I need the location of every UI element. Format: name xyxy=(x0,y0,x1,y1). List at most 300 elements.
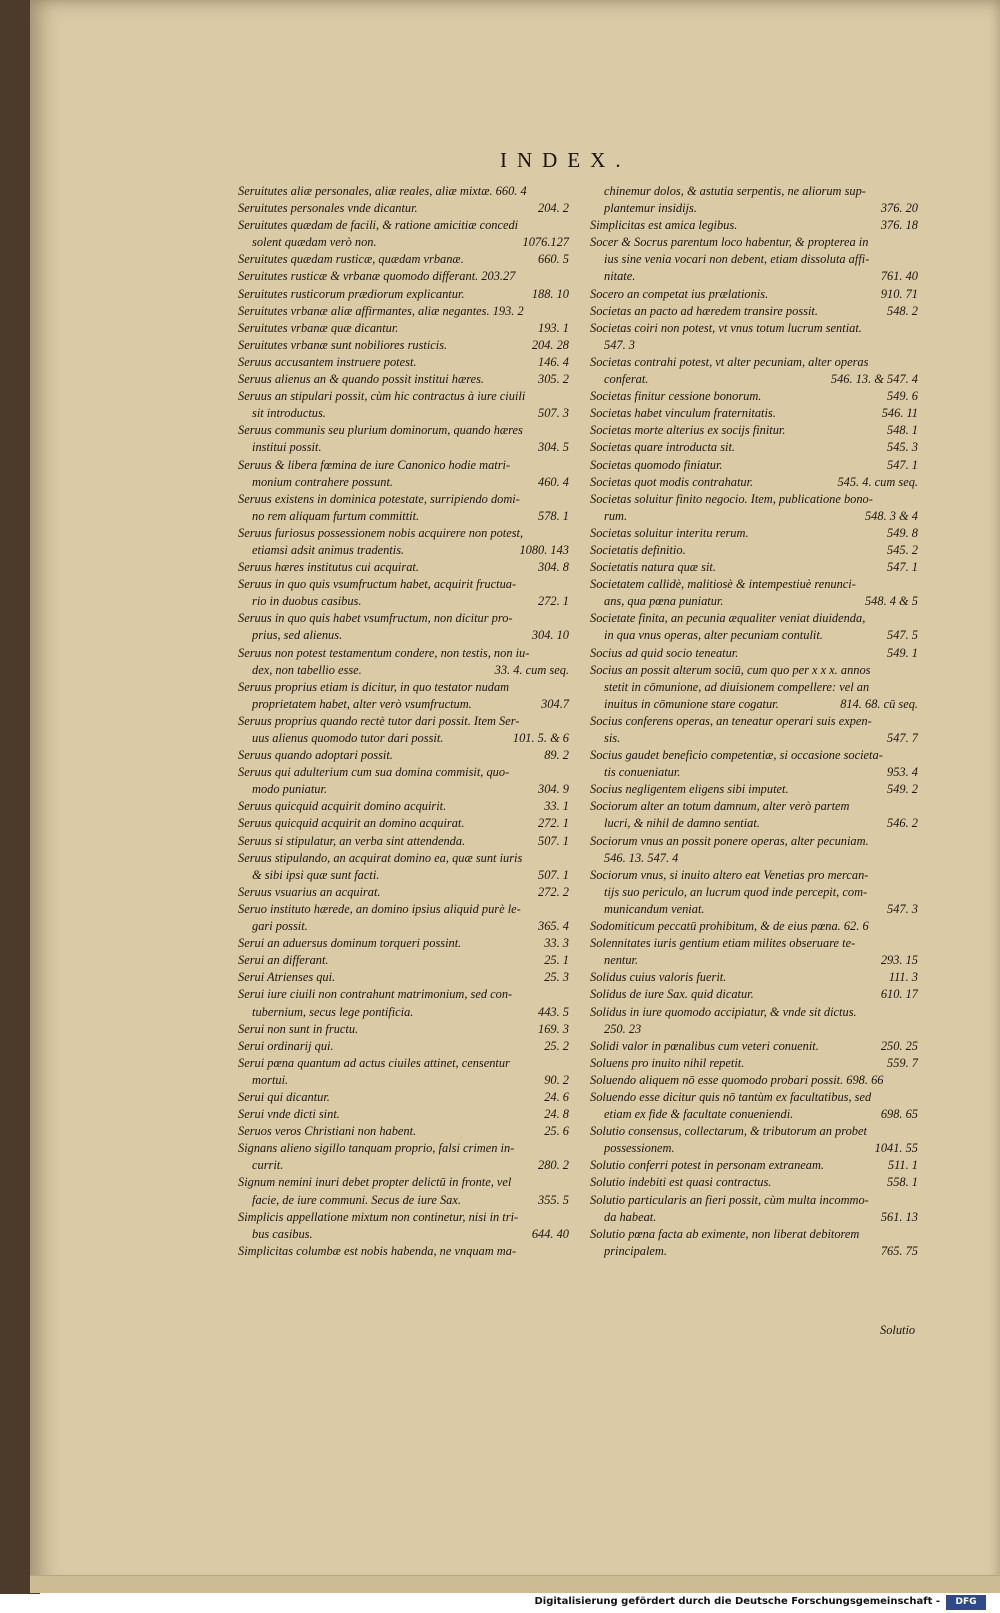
entry-text: Soluendo esse dicitur quis nō tantùm ex facultatibus, sed xyxy=(590,1089,872,1104)
index-entry-line xyxy=(590,952,922,969)
entry-text: solent quædam verò non. xyxy=(252,235,377,250)
entry-text: etiam ex fide & facultate conueniendi. xyxy=(604,1107,794,1122)
page-reference: 814. 68. cū seq. xyxy=(840,696,918,711)
entry-text: inuitus in cōmunione stare cogatur. xyxy=(604,696,779,711)
entry-text: Solennitates iuris gentium etiam milites obseruare te- xyxy=(590,936,856,951)
index-entry-line xyxy=(590,234,922,251)
page-reference: 33. 4. cum seq. xyxy=(494,662,569,677)
index-entry-line xyxy=(238,815,573,832)
entry-text: Simplicitas columbæ est nobis habenda, ne vnquam ma- xyxy=(238,1243,517,1258)
entry-text: Seruos veros Christiani non habent. xyxy=(238,1124,417,1139)
entry-text: Solutio conferri potest in personam extraneam. xyxy=(590,1158,825,1173)
index-entry-line xyxy=(590,918,922,935)
entry-text: Soluens pro inuito nihil repetit. xyxy=(590,1055,745,1070)
page-reference: 304.7 xyxy=(541,696,569,711)
entry-text: Societatis definitio. xyxy=(590,542,686,557)
index-entry-line xyxy=(590,354,922,371)
index-entry xyxy=(238,1089,573,1106)
page-reference: 511. 1 xyxy=(887,1158,918,1173)
index-entry xyxy=(590,1072,922,1089)
index-entry-line xyxy=(238,1072,573,1089)
index-entry-line xyxy=(590,730,922,747)
index-entry-line xyxy=(590,508,922,525)
footer-credit-text: Digitalisierung gefördert durch die Deutsche Forschungsgemeinschaft - xyxy=(534,1596,940,1607)
index-entry-line xyxy=(590,901,922,918)
entry-text: Serui an differant. xyxy=(238,953,329,968)
index-entry-line xyxy=(590,1123,922,1140)
index-entry-line xyxy=(590,679,922,696)
index-column-left xyxy=(238,183,573,1260)
index-entry-line xyxy=(238,559,573,576)
index-entry-line xyxy=(238,901,573,918)
page-reference: 610. 17 xyxy=(880,987,918,1002)
entry-text: tijs suo periculo, an lucrum quod inde percepit, com- xyxy=(604,884,868,899)
index-entry xyxy=(238,1123,573,1140)
entry-text: Seruitutes quædam de facili, & ratione amicitiæ concedi xyxy=(238,218,519,233)
index-entry-line xyxy=(590,798,922,815)
index-entry-line xyxy=(238,833,573,850)
entry-text: Signum nemini inuri debet propter delictū in fronte, vel xyxy=(238,1175,512,1190)
index-entry xyxy=(238,747,573,764)
entry-text: Soluendo aliquem nō esse quomodo probari possit. 698. 66 xyxy=(590,1072,884,1087)
index-entry xyxy=(238,200,573,217)
index-entry-line xyxy=(238,610,573,627)
page-reference: 33. 1 xyxy=(544,799,569,814)
entry-text: Serui ordinarij qui. xyxy=(238,1038,334,1053)
entry-text: Seruus proprius quando rectè tutor dari possit. Item Ser- xyxy=(238,713,520,728)
entry-text: facie, de iure communi. Secus de iure Sax. xyxy=(252,1192,461,1207)
entry-text: Sociorum vnus, si inuito altero eat Venetias pro mercan- xyxy=(590,867,869,882)
index-entry xyxy=(238,491,573,525)
index-entry xyxy=(590,217,922,234)
index-entry xyxy=(238,1106,573,1123)
index-entry-line xyxy=(590,1140,922,1157)
index-entry xyxy=(590,662,922,713)
index-entry xyxy=(590,713,922,747)
page-reference: 547. 3 xyxy=(887,901,918,916)
entry-text: Societas habet vinculum fraternitatis. xyxy=(590,406,776,421)
page-reference: 698. 65 xyxy=(880,1107,918,1122)
entry-text: Societas soluitur finito negocio. Item, publicatione bono- xyxy=(590,491,873,506)
page-reference: 25. 2 xyxy=(544,1038,569,1053)
index-entry xyxy=(238,457,573,491)
entry-text: sit introductus. xyxy=(252,406,326,421)
index-entry xyxy=(238,320,573,337)
index-entry-line xyxy=(590,559,922,576)
page-reference: 953. 4 xyxy=(887,765,918,780)
entry-text: institui possit. xyxy=(252,440,322,455)
index-entry xyxy=(238,251,573,268)
page-reference: 545. 3 xyxy=(887,440,918,455)
entry-text: principalem. xyxy=(604,1243,667,1258)
entry-text: Solutio pœna facta ab eximente, non liberat debitorem xyxy=(590,1226,860,1241)
index-entry-line xyxy=(590,576,922,593)
index-entry-line xyxy=(590,217,922,234)
page-reference: 25. 1 xyxy=(544,953,569,968)
index-entry-line xyxy=(238,696,573,713)
entry-text: Seruitutes vrbanæ aliæ affirmantes, aliæ negantes. 193. 2 xyxy=(238,303,524,318)
index-entry xyxy=(238,422,573,456)
index-entry-line xyxy=(238,337,573,354)
page-reference: 443. 5 xyxy=(538,1004,569,1019)
index-entry-line xyxy=(238,200,573,217)
page-reference: 376. 20 xyxy=(880,201,918,216)
page-reference: 549. 1 xyxy=(887,645,918,660)
entry-text: Societas coiri non potest, vt vnus totum lucrum sentiat. xyxy=(590,320,862,335)
entry-text: Seruus si stipulatur, an verba sint attendenda. xyxy=(238,833,466,848)
index-entry xyxy=(238,576,573,610)
index-entry xyxy=(238,371,573,388)
page-reference: 204. 2 xyxy=(538,201,569,216)
page-reference: 304. 9 xyxy=(538,782,569,797)
index-entry xyxy=(238,969,573,986)
index-entry xyxy=(590,1038,922,1055)
index-entry xyxy=(590,320,922,354)
page-reference: 910. 71 xyxy=(880,286,918,301)
page-reference: 376. 18 xyxy=(880,218,918,233)
entry-text: Seruus quicquid acquirit an domino acquirat. xyxy=(238,816,465,831)
index-entry xyxy=(590,457,922,474)
page-reference: 547. 7 xyxy=(887,731,918,745)
entry-text: possessionem. xyxy=(604,1141,675,1156)
index-entry-line xyxy=(238,1055,573,1072)
index-entry xyxy=(590,935,922,969)
page-reference: 558. 1 xyxy=(887,1175,918,1190)
index-entry-line xyxy=(590,491,922,508)
index-entry xyxy=(590,576,922,610)
entry-text: gari possit. xyxy=(252,919,308,934)
page-reference: 660. 5 xyxy=(538,252,569,267)
index-entry xyxy=(590,1089,922,1123)
entry-text: mortui. xyxy=(252,1072,289,1087)
index-entry xyxy=(590,1123,922,1157)
index-entry xyxy=(590,1192,922,1226)
index-entry-line xyxy=(590,183,922,200)
index-entry xyxy=(590,354,922,388)
entry-text: Seruitutes aliæ personales, aliæ reales, aliæ mixtæ. 660. 4 xyxy=(238,184,527,198)
page-reference: 280. 2 xyxy=(538,1158,569,1173)
index-entry-line xyxy=(590,337,922,354)
index-entry xyxy=(590,234,922,285)
entry-text: in qua vnus operas, alter pecuniam contulit. xyxy=(604,628,823,643)
entry-text: uus alienus quomodo tutor dari possit. xyxy=(252,731,444,745)
index-entry xyxy=(238,850,573,884)
entry-text: conferat. xyxy=(604,372,649,387)
entry-text: Sodomiticum peccatū prohibitum, & de eius pœna. 62. 6 xyxy=(590,919,869,934)
page-reference: 644. 40 xyxy=(531,1226,569,1241)
page-reference: 545. 4. cum seq. xyxy=(837,474,918,489)
index-entry-line xyxy=(590,251,922,268)
page-reference: 272. 2 xyxy=(538,884,569,899)
index-entry xyxy=(238,1174,573,1208)
page-reference: 548. 3 & 4 xyxy=(864,508,918,523)
entry-text: Seruus qui adulterium cum sua domina commisit, quo- xyxy=(238,765,510,780)
page-reference: 25. 6 xyxy=(544,1124,569,1139)
index-entry-line xyxy=(590,1055,922,1072)
entry-text: Societas contrahi potest, vt alter pecuniam, alter operas xyxy=(590,354,869,369)
index-entry xyxy=(590,867,922,918)
index-entry xyxy=(590,986,922,1003)
page-reference: 546. 2 xyxy=(887,816,918,831)
index-entry-line xyxy=(238,969,573,986)
index-entry-line xyxy=(590,1021,922,1038)
index-entry-line xyxy=(238,662,573,679)
entry-text: Serui Atrienses qui. xyxy=(238,970,336,985)
entry-text: Societas quare introducta sit. xyxy=(590,440,736,455)
index-entry xyxy=(590,474,922,491)
index-entry xyxy=(238,388,573,422)
entry-text: 546. 13. 547. 4 xyxy=(604,850,679,865)
index-entry-line xyxy=(238,1089,573,1106)
entry-text: Seruo instituto hærede, an domino ipsius aliquid purè le- xyxy=(238,901,521,916)
entry-text: lucri, & nihil de damno sentiat. xyxy=(604,816,760,831)
index-entry-line xyxy=(590,405,922,422)
page-reference: 304. 5 xyxy=(538,440,569,455)
index-entry xyxy=(238,798,573,815)
index-entry xyxy=(590,918,922,935)
index-entry-line xyxy=(238,645,573,662)
page-reference: 761. 40 xyxy=(880,269,918,284)
index-entry xyxy=(590,1157,922,1174)
entry-text: rio in duobus casibus. xyxy=(252,594,362,609)
index-entry-line xyxy=(590,867,922,884)
page-reference: 545. 2 xyxy=(887,542,918,557)
entry-text: nentur. xyxy=(604,953,639,968)
entry-text: chinemur dolos, & astutia serpentis, ne aliorum sup- xyxy=(604,184,866,198)
index-entry-line xyxy=(238,1106,573,1123)
page-reference: 561. 13 xyxy=(880,1209,918,1224)
index-entry-line xyxy=(590,422,922,439)
index-entry-line xyxy=(238,1243,573,1260)
index-entry-line xyxy=(590,884,922,901)
entry-text: Seruus in quo quis vsumfructum habet, acquirit fructua- xyxy=(238,577,517,592)
index-entry-line xyxy=(238,354,573,371)
page-reference: 304. 8 xyxy=(538,560,569,575)
index-entry-line xyxy=(238,542,573,559)
index-entry-line xyxy=(238,1123,573,1140)
page-reference: 548. 1 xyxy=(887,423,918,438)
index-entry xyxy=(590,542,922,559)
entry-text: Seruus alienus an & quando possit institui hæres. xyxy=(238,372,484,387)
index-entry-line xyxy=(238,1140,573,1157)
entry-text: Socius gaudet beneficio competentiæ, si occasione societa- xyxy=(590,748,883,763)
index-entry xyxy=(590,559,922,576)
entry-text: modo puniatur. xyxy=(252,782,328,797)
index-entry-line xyxy=(238,593,573,610)
index-entry-line xyxy=(238,439,573,456)
entry-text: 250. 23 xyxy=(604,1021,642,1036)
entry-text: Seruus & libera fœmina de iure Canonico hodie matri- xyxy=(238,457,511,472)
index-entry-line xyxy=(238,935,573,952)
index-column-right xyxy=(590,183,922,1260)
entry-text: Seruus an stipulari possit, cùm hic contractus à iure ciuili xyxy=(238,389,526,404)
entry-text: Seruitutes personales vnde dicantur. xyxy=(238,201,418,216)
index-entry-line xyxy=(590,1004,922,1021)
index-entry-line xyxy=(238,986,573,1003)
index-entry-line xyxy=(590,969,922,986)
index-entry-line xyxy=(590,439,922,456)
entry-text: Serui non sunt in fructu. xyxy=(238,1021,359,1036)
index-entry-line xyxy=(238,508,573,525)
entry-text: 547. 3 xyxy=(604,337,635,352)
dfg-logo: DFG xyxy=(946,1595,986,1610)
page-reference: 272. 1 xyxy=(538,594,569,609)
entry-text: Solutio consensus, collectarum, & tributorum an probet xyxy=(590,1124,867,1139)
entry-text: Seruus stipulando, an acquirat domino ea, quæ sunt iuris xyxy=(238,850,523,865)
page-reference: 365. 4 xyxy=(538,919,569,934)
entry-text: Seruus communis seu plurium dominorum, quando hæres xyxy=(238,423,523,438)
index-entry-line xyxy=(238,525,573,542)
page-reference: 549. 8 xyxy=(887,525,918,540)
page-reference: 1041. 55 xyxy=(874,1141,918,1156)
index-entry xyxy=(238,1038,573,1055)
index-entry-line xyxy=(238,1004,573,1021)
page-reference: 1080. 143 xyxy=(519,542,569,557)
entry-text: Seruus furiosus possessionem nobis acquirere non potest, xyxy=(238,525,524,540)
page-reference: 559. 7 xyxy=(887,1055,918,1070)
index-entry-line xyxy=(238,627,573,644)
page-reference: 547. 1 xyxy=(887,457,918,472)
index-entry-line xyxy=(238,217,573,234)
index-entry-line xyxy=(590,627,922,644)
entry-text: Seruitutes vrbanæ sunt nobiliores rusticis. xyxy=(238,337,448,352)
entry-text: Seruus accusantem instruere potest. xyxy=(238,354,417,369)
index-entry-line xyxy=(590,935,922,952)
index-entry-line xyxy=(238,713,573,730)
index-entry xyxy=(238,679,573,713)
index-entry xyxy=(238,1055,573,1089)
page-reference: 272. 1 xyxy=(538,816,569,831)
index-entry-line xyxy=(590,457,922,474)
index-entry-line xyxy=(238,918,573,935)
entry-text: Societas finitur cessione bonorum. xyxy=(590,389,762,404)
entry-text: Seruitutes rusticorum prædiorum explicantur. xyxy=(238,286,465,301)
page-reference: 146. 4 xyxy=(538,354,569,369)
page-reference: 101. 5. & 6 xyxy=(512,731,569,745)
page-reference: 765. 75 xyxy=(880,1243,918,1258)
entry-text: Societas morte alterius ex socijs finitur. xyxy=(590,423,786,438)
index-entry-line xyxy=(590,1243,922,1260)
index-entry-line xyxy=(590,764,922,781)
index-entry-line xyxy=(590,713,922,730)
index-entry-line xyxy=(590,610,922,627)
index-entry-line xyxy=(590,1106,922,1123)
index-entry-line xyxy=(238,491,573,508)
index-entry-line xyxy=(238,234,573,251)
index-entry-line xyxy=(590,268,922,285)
index-entry xyxy=(238,952,573,969)
index-entry-line xyxy=(590,850,922,867)
page-reference: 578. 1 xyxy=(538,508,569,523)
page-reference: 548. 2 xyxy=(887,303,918,318)
index-entry-line xyxy=(590,200,922,217)
page-reference: 1076.127 xyxy=(522,235,569,250)
entry-text: Solidus de iure Sax. quid dicatur. xyxy=(590,987,754,1002)
entry-text: Simplicis appellatione mixtum non continetur, nisi in tri- xyxy=(238,1209,519,1224)
index-entry-line xyxy=(238,286,573,303)
index-entry-line xyxy=(590,320,922,337)
page-reference: 25. 3 xyxy=(544,970,569,985)
page-reference: 33. 3 xyxy=(544,936,569,951)
page-reference: 547. 5 xyxy=(887,628,918,643)
index-entry xyxy=(238,1209,573,1243)
entry-text: Seruus hæres institutus cui acquirat. xyxy=(238,560,419,575)
index-entry-line xyxy=(238,1209,573,1226)
entry-text: nitate. xyxy=(604,269,636,284)
index-entry xyxy=(238,303,573,320)
entry-text: Seruitutes quædam rusticæ, quædam vrbanæ. xyxy=(238,252,464,267)
page-reference: 547. 1 xyxy=(887,560,918,575)
index-entry xyxy=(590,439,922,456)
index-entry-line xyxy=(238,251,573,268)
index-entry-line xyxy=(590,1089,922,1106)
index-entry-line xyxy=(590,696,922,713)
index-entry xyxy=(238,901,573,935)
index-entry xyxy=(238,884,573,901)
page-reference: 24. 6 xyxy=(544,1089,569,1104)
index-entry-line xyxy=(238,320,573,337)
page-reference: 89. 2 xyxy=(544,748,569,763)
page-reference: 169. 3 xyxy=(538,1021,569,1036)
page-reference: 460. 4 xyxy=(538,474,569,489)
entry-text: prius, sed alienus. xyxy=(252,628,343,643)
page-reference: 507. 3 xyxy=(538,406,569,421)
index-entry-line xyxy=(238,1038,573,1055)
index-entry xyxy=(238,217,573,251)
entry-text: Serui vnde dicti sint. xyxy=(238,1107,340,1122)
entry-text: Solidi valor in pœnalibus cum veteri conuenit. xyxy=(590,1038,819,1053)
entry-text: Socius conferens operas, an teneatur operari suis expen- xyxy=(590,713,872,728)
entry-text: Seruitutes vrbanæ quæ dicantur. xyxy=(238,320,399,335)
entry-text: plantemur insidijs. xyxy=(604,201,697,216)
index-entry-line xyxy=(238,850,573,867)
entry-text: municandum veniat. xyxy=(604,901,705,916)
entry-text: no rem aliquam furtum committit. xyxy=(252,508,420,523)
entry-text: etiamsi adsit animus tradentis. xyxy=(252,542,405,557)
index-entry xyxy=(590,1004,922,1038)
index-entry xyxy=(590,491,922,525)
entry-text: tubernium, secus lege pontificia. xyxy=(252,1004,414,1019)
index-entry-line xyxy=(590,1226,922,1243)
index-entry xyxy=(238,1243,573,1260)
index-entry-line xyxy=(590,1038,922,1055)
entry-text: Societatem callidè, malitiosè & intempestiuè renunci- xyxy=(590,577,856,592)
index-entry xyxy=(590,388,922,405)
page-reference: 507. 1 xyxy=(538,867,569,882)
index-entry-line xyxy=(590,833,922,850)
index-entry xyxy=(238,645,573,679)
index-entry-line xyxy=(590,1209,922,1226)
index-entry-line xyxy=(238,183,573,200)
index-entry-line xyxy=(238,457,573,474)
index-entry-line xyxy=(238,1226,573,1243)
entry-text: Seruus quando adoptari possit. xyxy=(238,748,393,763)
index-entry-line xyxy=(590,525,922,542)
index-entry-line xyxy=(238,867,573,884)
entry-text: Sociorum vnus an possit ponere operas, alter pecuniam. xyxy=(590,833,869,848)
index-entry xyxy=(238,815,573,832)
index-entry-line xyxy=(238,303,573,320)
index-entry-line xyxy=(590,474,922,491)
index-entry-line xyxy=(590,781,922,798)
index-entry xyxy=(590,798,922,832)
index-entry-line xyxy=(238,952,573,969)
index-entry xyxy=(590,833,922,867)
page-edge xyxy=(30,1575,1000,1593)
entry-text: Solidus cuius valoris fuerit. xyxy=(590,970,727,985)
index-entry-line xyxy=(238,388,573,405)
entry-text: Serui qui dicantur. xyxy=(238,1089,330,1104)
